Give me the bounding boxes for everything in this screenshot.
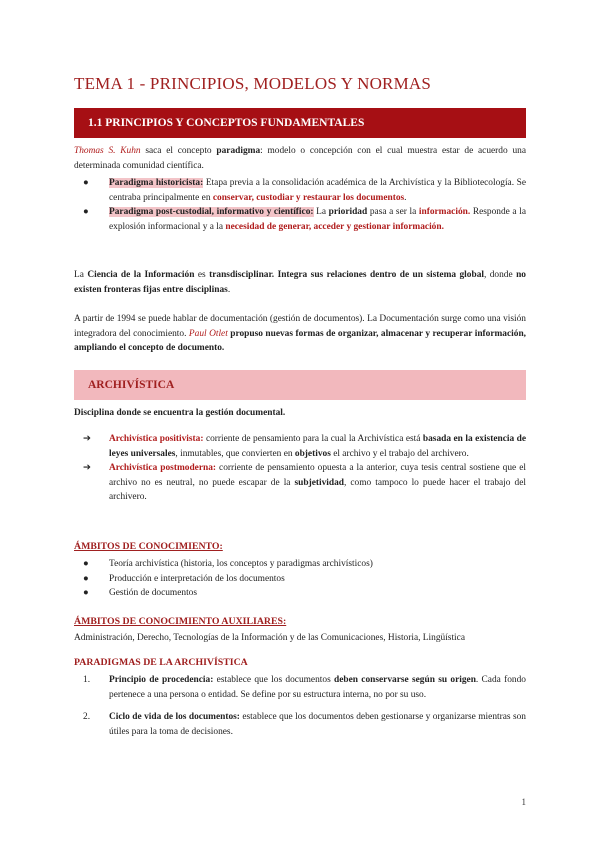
- bold-term: Ciencia de la Información: [87, 270, 195, 280]
- text: Producción e interpretación de los documentos: [109, 573, 285, 584]
- heading-ambitos: ÁMBITOS DE CONOCIMIENTO:: [74, 541, 223, 552]
- page-title: TEMA 1 - PRINCIPIOS, MODELOS Y NORMAS: [74, 74, 432, 93]
- bold-term: propuso nuevas formas de organizar, almacenar y recuperar información, ampliando el concepto de documento.: [74, 328, 527, 353]
- bullet-icon: ●: [83, 207, 89, 217]
- section-header-archivistica: ARCHIVÍSTICA: [74, 370, 526, 400]
- text: es: [194, 270, 210, 280]
- text: , donde: [483, 270, 517, 280]
- text: establece que los documentos deben gestionarse y organizarse mientras son útiles para la toma de decisiones.: [109, 712, 526, 737]
- text: corriente de pensamiento para la cual la Archivística está: [203, 434, 423, 444]
- bold-term: deben conservarse según su origen: [334, 675, 476, 685]
- text: . Cada fondo pertenece a una persona o entidad. Se define por su estructura interna, no por su uso.: [109, 675, 526, 700]
- text: , inmutables, que convierten en: [175, 448, 295, 459]
- list-item: [83, 432, 527, 461]
- text: el archivo y el trabajo del archivero.: [330, 448, 469, 459]
- text: Teoría archivística (historia, los conceptos y paradigmas archivísticos): [109, 559, 373, 569]
- bullet-icon: ●: [83, 178, 89, 188]
- text: establece que los documentos: [213, 675, 335, 685]
- bullet-icon: ●: [83, 588, 89, 598]
- list-item: [83, 673, 526, 702]
- list-item: [83, 710, 526, 739]
- list-item: [83, 205, 526, 234]
- author-kuhn: Thomas S. Kuhn: [74, 146, 141, 156]
- paragraph-disciplina: Disciplina donde se encuentra la gestión documental.: [74, 408, 286, 418]
- text: pasa a ser la: [367, 207, 419, 217]
- paragraph-paradigma: [74, 144, 526, 173]
- paragraph-auxiliares: Administración, Derecho, Tecnologías de la Información y de las Comunicaciones, Historia, Lingüística: [74, 633, 465, 643]
- item-label: Archivística positivista:: [109, 434, 204, 444]
- bullet-icon: ●: [83, 559, 89, 569]
- item-number: 2.: [83, 712, 91, 722]
- list-item: [83, 586, 526, 601]
- text: .: [227, 284, 231, 295]
- archivistica-list: [83, 432, 527, 505]
- item-label: Archivística postmoderna:: [109, 463, 217, 473]
- bold-term: paradigma: [216, 146, 261, 156]
- item-number: 1.: [83, 675, 91, 685]
- text: Responde a la explosión informacional y a la: [109, 207, 526, 232]
- bold-term: no existen fronteras fijas entre disciplinas: [74, 270, 526, 295]
- paragraph-documentacion: [74, 312, 526, 356]
- text: Gestión de documentos: [109, 588, 198, 598]
- list-item: [83, 557, 526, 572]
- highlight-text: necesidad de generar, acceder y gestionar información.: [225, 221, 444, 232]
- page-number: 1: [521, 797, 526, 807]
- bullet-label: Paradigma historicista:: [109, 178, 204, 188]
- item-label: Ciclo de vida de los documentos:: [109, 712, 240, 722]
- text: Etapa previa a la consolidación académica de la Archivística y la Bibliotecología. Se centraba principalmente en: [109, 178, 527, 203]
- author-otlet: Paul Otlet: [188, 328, 228, 339]
- paragraph-ciencia-informacion: [74, 268, 526, 297]
- arrow-icon: ➔: [83, 463, 91, 473]
- text: : modelo o concepción con el cual muestra estar de acuerdo una determinada comunidad científica.: [74, 146, 526, 171]
- bold-term: subjetividad: [294, 477, 344, 488]
- text: A partir de 1994 se puede hablar de documentación (gestión de documentos). La Documentación surge como una visión integradora del conocimiento.: [74, 314, 526, 339]
- section-header-principios: 1.1 PRINCIPIOS Y CONCEPTOS FUNDAMENTALES: [74, 108, 526, 138]
- text: , como tampoco lo puede hacer el trabajo del archivero.: [109, 477, 526, 502]
- text: La: [313, 207, 329, 217]
- bullet-icon: ●: [83, 573, 89, 584]
- bold-term: transdisciplinar. Integra sus relaciones dentro de un sistema global: [209, 270, 484, 280]
- highlight-text: información.: [418, 207, 471, 217]
- bold-term: objetivos: [294, 448, 331, 459]
- bold-term: prioridad: [328, 207, 368, 217]
- text: corriente de pensamiento opuesta a la anterior, cuya tesis central sostiene que el archivo no es neutral, no puede escapar de la: [109, 463, 526, 488]
- arrow-icon: ➔: [83, 434, 91, 444]
- paradigm-list: [83, 176, 527, 234]
- bullet-label: Paradigma post-custodial, informativo y científico:: [109, 207, 314, 217]
- ambitos-list: [83, 557, 526, 601]
- heading-paradigmas: PARADIGMAS DE LA ARCHIVÍSTICA: [74, 657, 248, 668]
- text: .: [404, 192, 407, 203]
- bold-term: basada en la existencia de leyes universales: [109, 434, 527, 459]
- highlight-text: conservar, custodiar y restaurar los documentos: [212, 192, 405, 203]
- list-item: [83, 572, 526, 587]
- item-label: Principio de procedencia:: [109, 675, 214, 685]
- heading-ambitos-auxiliares: ÁMBITOS DE CONOCIMIENTO AUXILIARES:: [74, 616, 287, 627]
- text: La: [74, 270, 88, 280]
- text: saca el concepto: [140, 146, 217, 156]
- list-item: [83, 176, 527, 205]
- list-item: [83, 461, 526, 505]
- paradigmas-list: [83, 673, 526, 739]
